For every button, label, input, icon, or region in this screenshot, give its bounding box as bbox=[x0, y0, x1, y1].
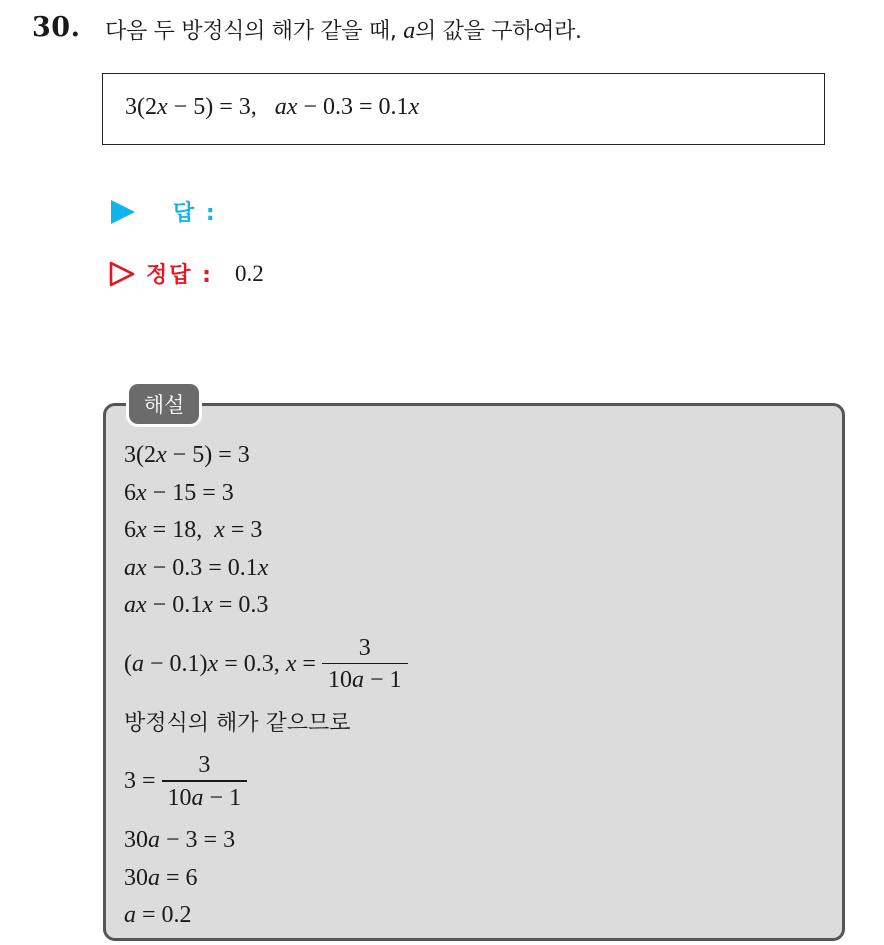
question-variable: a bbox=[403, 18, 415, 44]
answer-blank-row bbox=[108, 196, 217, 227]
fraction-2 bbox=[162, 750, 248, 813]
solution-line-7: 방정식의 해가 같으므로 bbox=[124, 710, 351, 736]
question-number: 30. bbox=[32, 12, 81, 43]
fraction-1 bbox=[322, 633, 408, 696]
answer-correct-label: 정답 : bbox=[146, 263, 213, 288]
solution-line-2: 6x − 15 = 3 bbox=[124, 479, 234, 506]
fraction-2-denominator: 10a − 1 bbox=[167, 784, 242, 811]
question-text-before: 다음 두 방정식의 해가 같을 때, bbox=[105, 19, 404, 44]
fraction-2-numerator: 3 bbox=[198, 752, 211, 779]
solution-line-4: ax − 0.3 = 0.1x bbox=[124, 554, 269, 581]
solution-line-6 bbox=[124, 625, 408, 705]
outline-triangle-icon bbox=[108, 261, 136, 287]
solution-line-9: 30a − 3 = 3 bbox=[124, 827, 236, 853]
answer-correct-row bbox=[108, 258, 264, 289]
equation-box bbox=[102, 73, 825, 145]
answer-correct-value: 0.2 bbox=[234, 260, 264, 286]
solution-line-10: 30a = 6 bbox=[124, 864, 198, 891]
answer-blank-label: 답 : bbox=[173, 201, 217, 226]
filled-triangle-icon bbox=[111, 200, 135, 224]
solution-lines bbox=[124, 437, 408, 935]
equation-text: 3(2x − 5) = 3, ax − 0.3 = 0.1x bbox=[125, 94, 420, 120]
solution-line-8 bbox=[124, 742, 408, 822]
solution-line-11: a = 0.2 bbox=[124, 902, 192, 928]
solution-line-3: 6x = 18, x = 3 bbox=[124, 517, 263, 543]
solution-line-1: 3(2x − 5) = 3 bbox=[124, 442, 250, 468]
solution-line-5: ax − 0.1x = 0.3 bbox=[124, 592, 269, 618]
question-text-after: 의 값을 구하여라. bbox=[414, 19, 582, 44]
solution-line-6-text: (a − 0.1)x = 0.3, x = bbox=[124, 650, 316, 677]
question-text bbox=[105, 14, 582, 45]
fraction-1-denominator: 10a − 1 bbox=[327, 667, 402, 694]
solution-line-8-text: 3 = bbox=[124, 768, 156, 795]
solution-tab: 해설 bbox=[129, 384, 199, 424]
fraction-1-numerator: 3 bbox=[358, 634, 371, 661]
